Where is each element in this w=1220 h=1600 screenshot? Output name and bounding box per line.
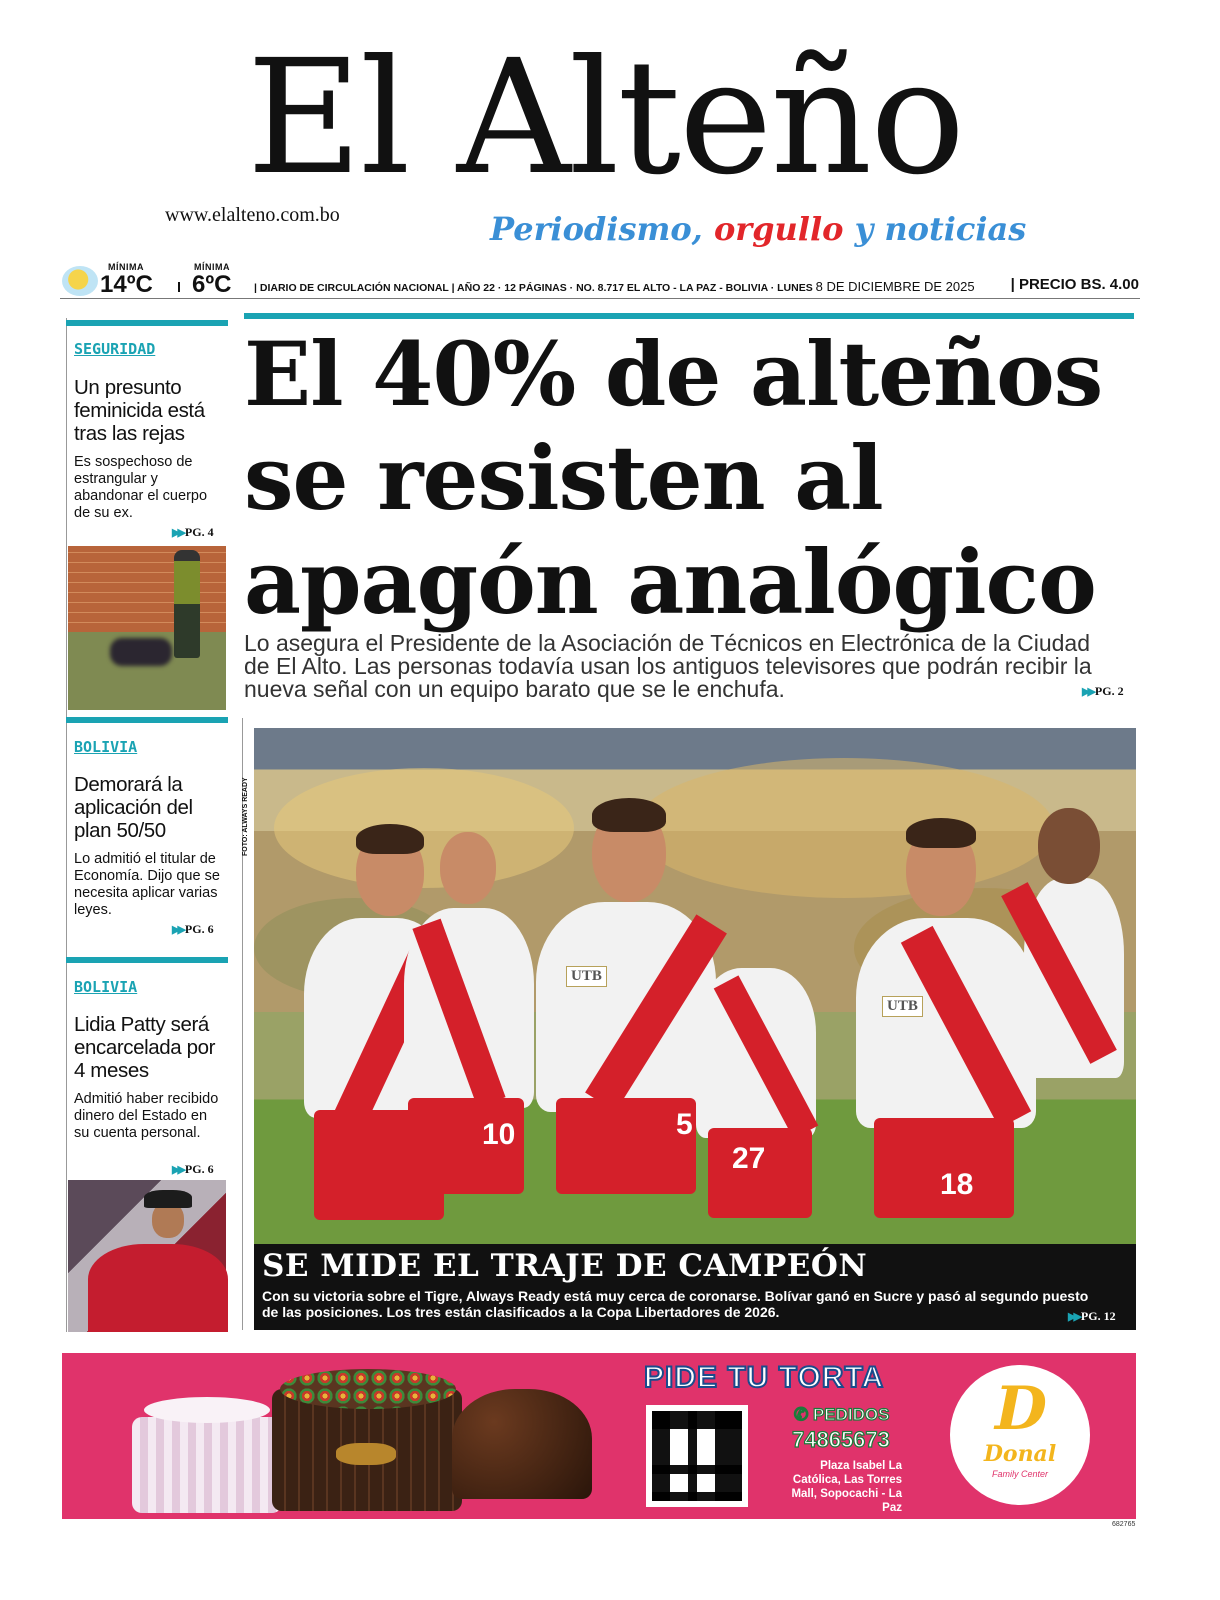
sidebar-page-3-label: PG. 6 [184, 1162, 214, 1176]
sidebar-page-3[interactable] [172, 1162, 214, 1177]
slogan-word-1: Periodismo, [490, 210, 703, 248]
lidia-patty-photo [68, 1180, 226, 1332]
player-3-hair [592, 798, 666, 832]
sidebar-title-1[interactable]: Un presunto feminicida está tras las rejas [74, 376, 205, 445]
player-4 [692, 928, 832, 1228]
photo-credit: FOTO: ALWAYS READY [242, 777, 249, 856]
ad-phone[interactable]: 74865673 [792, 1427, 890, 1452]
weather-value-a: 14ºC [100, 271, 153, 298]
football-celebration-photo [254, 728, 1136, 1244]
player-5-hair [906, 818, 976, 848]
weather-separator [178, 282, 180, 292]
orders-label: PEDIDOS [812, 1405, 890, 1424]
slogan-word-3: y noticias [854, 210, 1027, 248]
arrow-icon: ▶▶ [1082, 686, 1093, 698]
brick-wall [68, 546, 226, 632]
jersey-number: 10 [482, 1118, 516, 1151]
slogan-word-2: orgullo [713, 210, 844, 248]
jersey-number: 18 [940, 1168, 974, 1201]
edition-date: 8 DE DICIEMBRE DE 2025 [815, 279, 975, 294]
edition-info-bar [254, 276, 1139, 295]
pink-cake [132, 1417, 282, 1513]
blurred-area [110, 638, 172, 666]
sidebar-title-2[interactable]: Demorará la aplicación del plan 50/50 [74, 773, 193, 842]
newspaper-masthead: El Alteño [246, 26, 964, 210]
photo-page-ref[interactable] [1068, 1309, 1116, 1324]
sidebar-page-2-label: PG. 6 [184, 922, 214, 936]
player-2-head [440, 832, 496, 904]
candy-topping [280, 1369, 456, 1409]
edition-info: | DIARIO DE CIRCULACIÓN NACIONAL | AÑO 22 · 12 PÁGINAS · NO. 8.717 EL ALTO - LA PAZ - BOLIVIA · LUNES [254, 282, 816, 294]
sun-cloud-icon [62, 266, 98, 296]
sidebar-page-1[interactable] [172, 525, 214, 540]
sidebar-desc-2: Lo admitió el titular de Economía. Dijo que se necesita aplicar varias leyes. [74, 851, 220, 918]
main-page-ref[interactable] [1082, 684, 1124, 699]
main-subhead: Lo asegura el Presidente de la Asociación de Técnicos en Electrónica de la Ciudad de El Alto. Las personas todavía usan los antiguos televisores que podrán recibir la nueva señal con un equipo barato que se le enchufa. [244, 630, 1092, 702]
ad-address: Plaza Isabel La Católica, Las Torres Mall, Sopocachi - La Paz [791, 1460, 902, 1514]
main-accent-bar [244, 313, 1134, 319]
bowler-hat [144, 1190, 192, 1208]
police-officer [174, 550, 200, 658]
sidebar-desc-3: Admitió haber recibido dinero del Estado en su cuenta personal. [74, 1091, 219, 1141]
sidebar-bar-1 [66, 320, 228, 326]
website-url[interactable]: www.elalteno.com.bo [165, 204, 340, 226]
qr-code[interactable] [646, 1405, 748, 1507]
donal-logo [950, 1365, 1090, 1505]
weather-label-b: MÍNIMA [194, 262, 230, 272]
gold-bow [336, 1443, 396, 1465]
slogan [490, 210, 1026, 248]
sidebar-kicker-1[interactable]: SEGURIDAD [74, 340, 156, 358]
ad-title: PIDE TU TORTA [644, 1361, 885, 1394]
qr-pattern [652, 1411, 742, 1501]
sidebar-bar-2 [66, 717, 228, 723]
sidebar-title-3[interactable]: Lidia Patty será encarcelada por 4 meses [74, 1013, 216, 1082]
donal-logo-name: Donal [983, 1441, 1057, 1467]
sidebar-page-2[interactable] [172, 922, 214, 937]
arrow-icon: ▶▶ [1068, 1311, 1079, 1323]
crime-scene-photo [68, 546, 226, 710]
jersey-number: 5 [676, 1108, 693, 1141]
jersey-sponsor-2: UTB [882, 996, 923, 1017]
jersey-sponsor: UTB [566, 966, 607, 987]
player-2 [394, 828, 544, 1228]
pink-cake-top [144, 1397, 270, 1423]
arrow-icon: ▶▶ [172, 527, 183, 539]
cake-advertisement[interactable] [62, 1353, 1136, 1519]
whatsapp-orders [794, 1405, 890, 1425]
weather-value-b: 6ºC [192, 271, 232, 298]
price: | PRECIO BS. 4.00 [1010, 276, 1139, 293]
whatsapp-icon: ✆ [794, 1405, 813, 1424]
photo-caption-title[interactable]: SE MIDE EL TRAJE DE CAMPEÓN [262, 1248, 868, 1284]
main-page-label: PG. 2 [1094, 684, 1124, 698]
cakes-image [102, 1359, 592, 1511]
arrow-icon: ▶▶ [172, 924, 183, 936]
weather-label-a: MÍNIMA [108, 262, 144, 272]
photo-caption-text: Con su victoria sobre el Tigre, Always Ready está muy cerca de coronarse. Bolívar ganó en Sucre y pasó al segundo puesto de las posiciones. Los tres están clasificados a la Copa Libertadores de 2026. [262, 1288, 1089, 1320]
sidebar-desc-1: Es sospechoso de estrangular y abandonar el cuerpo de su ex. [74, 454, 208, 521]
main-headline[interactable]: El 40% de alteños se resisten al apagón analógico [244, 322, 1103, 634]
red-dress [88, 1244, 228, 1332]
donal-logo-sub: Family Center [991, 1469, 1048, 1479]
sidebar-kicker-3[interactable]: BOLIVIA [74, 978, 138, 996]
chocolate-curl-cake [452, 1389, 592, 1499]
photo-page-label: PG. 12 [1080, 1309, 1116, 1323]
player-3-shorts [556, 1098, 696, 1194]
player-6-head [1038, 808, 1100, 884]
sidebar-kicker-2[interactable]: BOLIVIA [74, 738, 138, 756]
ad-code: 682765 [1112, 1521, 1136, 1528]
arrow-icon: ▶▶ [172, 1164, 183, 1176]
sidebar-divider [66, 318, 67, 1332]
sidebar-page-1-label: PG. 4 [184, 525, 214, 539]
top-divider [60, 298, 1140, 299]
sidebar-bar-3 [66, 957, 228, 963]
donal-logo-letter: D [994, 1374, 1048, 1444]
player-6 [1024, 808, 1134, 1168]
player-5 [844, 818, 1054, 1244]
jersey-number: 27 [732, 1142, 766, 1175]
